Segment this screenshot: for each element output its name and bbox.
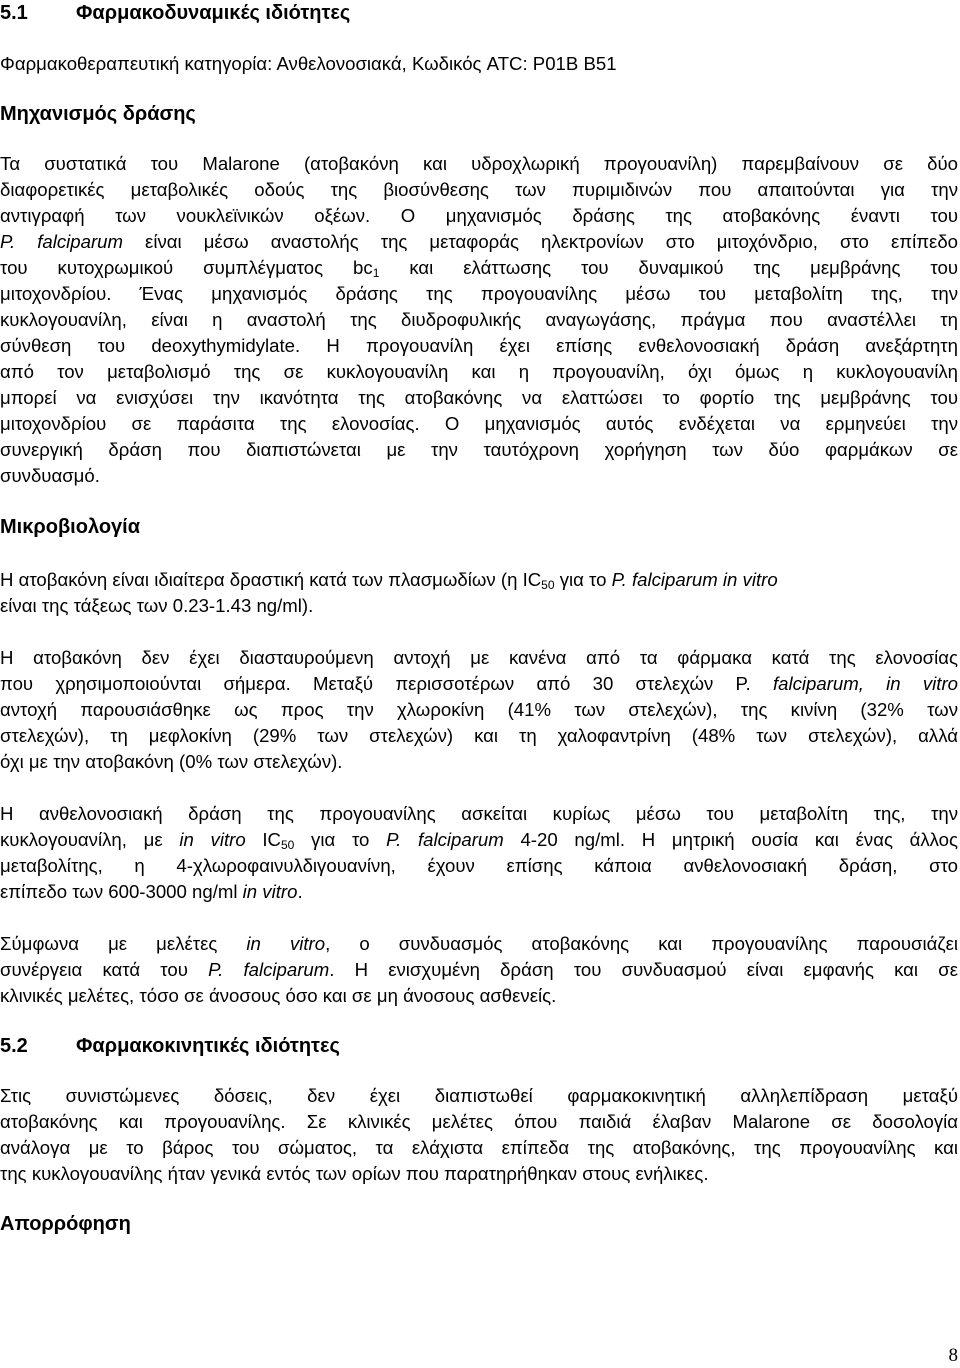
text-line: ανάλογα με το βάρος του σώματος, τα ελάχιστα επίπεδα της ατοβακόνης, της προγουανίλης και [0, 1137, 958, 1158]
text-run: , ο συνδυασμός ατοβακόνης και προγουανίλης παρουσιάζει [325, 933, 958, 954]
section-number: 5.1 [0, 2, 28, 24]
section-heading-5-1 [0, 0, 350, 26]
text-line: κυκλογουανίλη, είναι η αναστολή της διυδροφυλικής αναγωγάσης, πράγμα που αναστέλλει τη [0, 309, 958, 330]
text-run: . [297, 881, 303, 902]
text-run: κυκλογουανίλη, με [0, 829, 180, 850]
page-number: 8 [948, 1345, 958, 1366]
text-run: είναι μέσω αναστολής της μεταφοράς ηλεκτρονίων στο μιτοχόνδριο, στο επίπεδο [123, 231, 959, 252]
text-line [0, 568, 958, 592]
text-line: Η ατοβακόνη δεν έχει διασταυρούμενη αντοχή με κανένα από τα φάρμακα κατά της ελονοσίας [0, 647, 958, 668]
therapeutic-category: Φαρμακοθεραπευτική κατηγορία: Ανθελονοσιακά, Κωδικός ATC: P01B B51 [0, 53, 617, 74]
text-line: συνεργική δράση που διαπιστώνεται με την ταυτόχρονη χορήγηση των δύο φαρμάκων σε [0, 439, 958, 460]
subheading-absorption: Απορρόφηση [0, 1213, 131, 1235]
text-line [0, 880, 958, 904]
text-run: Σύμφωνα με μελέτες [0, 933, 247, 954]
text-line [0, 958, 958, 982]
subheading-mechanism: Μηχανισμός δράσης [0, 103, 196, 125]
species-name: falciparum, in vitro [772, 673, 958, 694]
subscript: 50 [541, 578, 555, 592]
text-run: IC [245, 829, 281, 850]
section-heading-5-2 [0, 1033, 340, 1059]
section-title: Φαρμακοδυναμικές ιδιότητες [76, 2, 351, 24]
section-title: Φαρμακοκινητικές ιδιότητες [76, 1035, 340, 1057]
text-line: μιτοχονδρίου σε παράσιτα της ελονοσίας. Ο μηχανισμός αυτός ενδέχεται να ερμηνεύει την [0, 413, 958, 434]
text-line [0, 230, 958, 254]
italic-term: in vitro [246, 933, 326, 954]
italic-term: in vitro [242, 881, 298, 902]
text-run: συνέργεια κατά του [0, 959, 209, 980]
text-run: και ελάττωσης του δυναμικού της μεμβράνης του [379, 257, 958, 278]
text-line [0, 672, 958, 696]
text-line: συνδυασμό. [0, 465, 100, 486]
species-name: P. falciparum [386, 829, 504, 850]
text-line: από τον μεταβολισμό της σε κυκλογουανίλη και η προγουανίλη, όχι όμως η κυκλογουανίλη [0, 361, 958, 382]
text-line: διαφορετικές μεταβολικές οδούς της βιοσύνθεσης των πυριμιδινών που απαιτούνται για την [0, 179, 958, 200]
text-line: μπορεί να ενισχύσει την ικανότητα της ατοβακόνης να ελαττώσει το φορτίο της μεμβράνης του [0, 387, 958, 408]
text-run: 4-20 ng/ml. Η μητρική ουσία και ένας άλλος [503, 829, 958, 850]
subscript: 50 [280, 838, 295, 852]
text-line: όχι με την ατοβακόνη (0% των στελεχών). [0, 751, 343, 772]
text-run: του κυτοχρωμικού συμπλέγματος bc [0, 257, 373, 278]
text-line [0, 256, 958, 280]
text-line: ατοβακόνης και προγουανίλης. Σε κλινικές μελέτες όπου παιδιά έλαβαν Malarone σε δοσολογία [0, 1111, 958, 1132]
text-run: επίπεδο των 600-3000 ng/ml [0, 881, 243, 902]
text-run: για το [554, 569, 612, 590]
text-line: Στις συνιστώμενες δόσεις, δεν έχει διαπιστωθεί φαρμακοκινητική αλληλεπίδραση μεταξύ [0, 1085, 958, 1106]
text-run: Η ατοβακόνη είναι ιδιαίτερα δραστική κατά των πλασμωδίων (η IC [0, 569, 542, 590]
text-line: Η ανθελονοσιακή δράση της προγουανίλης ασκείται κυρίως μέσω του μεταβολίτη της, την [0, 803, 958, 824]
section-number: 5.2 [0, 1035, 28, 1057]
text-line: μεταβολίτης, η 4-χλωροφαινυλδιγουανίνη, έχουν επίσης κάποια ανθελονοσιακή δράση, στο [0, 855, 958, 876]
subscript: 1 [372, 266, 380, 280]
text-line: της κυκλογουανίλης ήταν γενικά εντός των ορίων που παρατηρήθηκαν στους ενήλικες. [0, 1163, 709, 1184]
text-line: αντιγραφή των νουκλεϊνικών οξέων. Ο μηχανισμός δράσης της ατοβακόνης έναντι του [0, 205, 958, 226]
subheading-microbiology: Μικροβιολογία [0, 516, 141, 538]
text-run: που χρησιμοποιούνται σήμερα. Μεταξύ περισσοτέρων από 30 στελεχών P. [0, 673, 773, 694]
species-name: P. falciparum in vitro [611, 569, 778, 590]
text-run: για το [294, 829, 387, 850]
text-line: αντοχή παρουσιάσθηκε ως προς την χλωροκίνη (41% των στελεχών), της κινίνη (32% των [0, 699, 958, 720]
text-line: σύνθεση του deoxythymidylate. Η προγουανίλη έχει επίσης ενθελονοσιακή δράση ανεξάρτητη [0, 335, 958, 356]
text-line [0, 828, 958, 852]
text-line [0, 932, 958, 956]
text-line: είναι της τάξεως των 0.23-1.43 ng/ml). [0, 595, 314, 616]
text-line: κλινικές μελέτες, τόσο σε άνοσους όσο και σε μη άνοσους ασθενείς. [0, 985, 557, 1006]
text-line: Τα συστατικά του Malarone (ατοβακόνη και υδροχλωρική προγουανίλη) παρεμβαίνουν σε δύο [0, 153, 958, 174]
text-line: στελεχών), τη μεφλοκίνη (29% των στελεχών) και τη χαλοφαντρίνη (48% των στελεχών), αλλά [0, 725, 958, 746]
italic-term: in vitro [179, 829, 246, 850]
text-line: μιτοχονδρίου. Ένας μηχανισμός δράσης της προγουανίλης μέσω του μεταβολίτη της, την [0, 283, 958, 304]
text-run: . Η ενισχυμένη δράση του συνδυασμού είναι εμφανής και σε [329, 959, 959, 980]
species-name: P. falciparum [208, 959, 330, 980]
species-name: P. falciparum [0, 231, 123, 252]
